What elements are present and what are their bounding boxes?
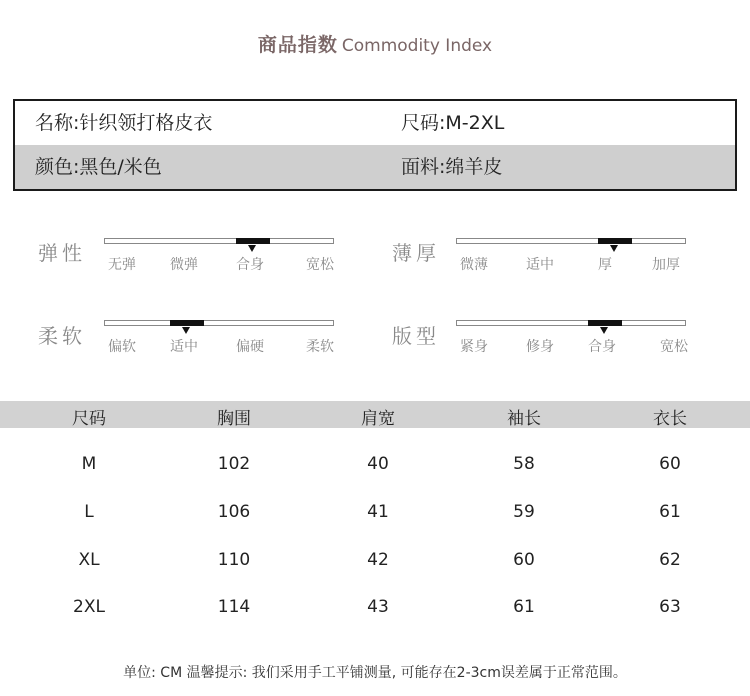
scale-option: 合身	[236, 257, 264, 273]
scale-label: 薄厚	[392, 241, 440, 265]
size-table-cell: 61	[659, 502, 681, 522]
size-table-cell: XL	[78, 550, 100, 570]
scale-bar	[456, 320, 686, 326]
scale-option: 适中	[170, 339, 198, 355]
scale-label: 柔软	[38, 324, 86, 348]
product-name-label: 名称:	[35, 112, 80, 134]
size-table-cell: 2XL	[73, 597, 105, 617]
product-color-label: 颜色:	[35, 156, 80, 178]
size-table-cell: L	[84, 502, 94, 522]
size-table-cell: 62	[659, 550, 681, 570]
product-fabric-value: 绵羊皮	[445, 156, 503, 178]
size-table-header-cell: 肩宽	[361, 409, 395, 429]
scale-marker	[588, 320, 622, 326]
size-table-cell: 63	[659, 597, 681, 617]
product-size	[401, 101, 504, 145]
title-chinese: 商品指数	[257, 34, 338, 56]
product-name-value: 针织领打格皮衣	[79, 112, 213, 134]
size-table-cell: 102	[217, 454, 251, 474]
scale-option: 加厚	[652, 257, 680, 273]
size-table-cell: 61	[513, 597, 535, 617]
scale-pointer-icon	[610, 245, 618, 252]
product-size-value: M-2XL	[445, 112, 505, 134]
scale-option: 合身	[588, 339, 616, 355]
scale-label: 弹性	[38, 241, 86, 265]
scale-pointer-icon	[600, 327, 608, 334]
size-table-cell: 58	[513, 454, 535, 474]
size-table-cell: 114	[217, 597, 251, 617]
scale-option: 微薄	[460, 257, 488, 273]
info-row-1	[15, 101, 735, 145]
scale-option: 无弹	[108, 257, 136, 273]
scale-option: 微弹	[170, 257, 198, 273]
scale-option: 适中	[526, 257, 554, 273]
info-row-2	[15, 145, 735, 189]
scale-option: 偏软	[108, 339, 136, 355]
measurement-note: 单位: CM 温馨提示: 我们采用手工平铺测量, 可能存在2-3cm误差属于正常范围。	[123, 665, 627, 681]
size-table-cell: 106	[217, 502, 251, 522]
size-table-cell: 60	[513, 550, 535, 570]
product-color	[35, 145, 162, 189]
size-table-header-cell: 衣长	[653, 409, 687, 429]
scale-option: 柔软	[306, 339, 334, 355]
scale-option: 宽松	[660, 339, 688, 355]
size-table-header-cell: 尺码	[72, 409, 106, 429]
size-table-header-cell: 袖长	[507, 409, 541, 429]
scale-option: 偏硬	[236, 339, 264, 355]
product-color-value: 黑色/米色	[79, 156, 162, 178]
product-name	[35, 101, 212, 145]
size-table-cell: 43	[367, 597, 389, 617]
page-title	[0, 30, 750, 57]
size-table-cell: 60	[659, 454, 681, 474]
scale-option: 紧身	[460, 339, 488, 355]
scale-option: 厚	[598, 257, 612, 273]
scale-option: 修身	[526, 339, 554, 355]
size-table-cell: 42	[367, 550, 389, 570]
scale-marker	[598, 238, 632, 244]
scale-bar	[456, 238, 686, 244]
size-table-cell: 110	[217, 550, 251, 570]
product-fabric	[401, 145, 502, 189]
size-table-cell: M	[81, 454, 97, 474]
scale-bar	[104, 320, 334, 326]
product-size-label: 尺码:	[401, 112, 446, 134]
scale-marker	[170, 320, 204, 326]
scale-label: 版型	[392, 324, 440, 348]
title-english: Commodity Index	[341, 36, 493, 56]
scale-pointer-icon	[248, 245, 256, 252]
scale-marker	[236, 238, 270, 244]
product-info-box	[13, 99, 737, 191]
scale-pointer-icon	[182, 327, 190, 334]
product-fabric-label: 面料:	[401, 156, 446, 178]
size-table-cell: 40	[367, 454, 389, 474]
scale-bar	[104, 238, 334, 244]
size-table-header-cell: 胸围	[217, 409, 251, 429]
scale-option: 宽松	[306, 257, 334, 273]
size-table-cell: 41	[367, 502, 389, 522]
size-table-cell: 59	[513, 502, 535, 522]
